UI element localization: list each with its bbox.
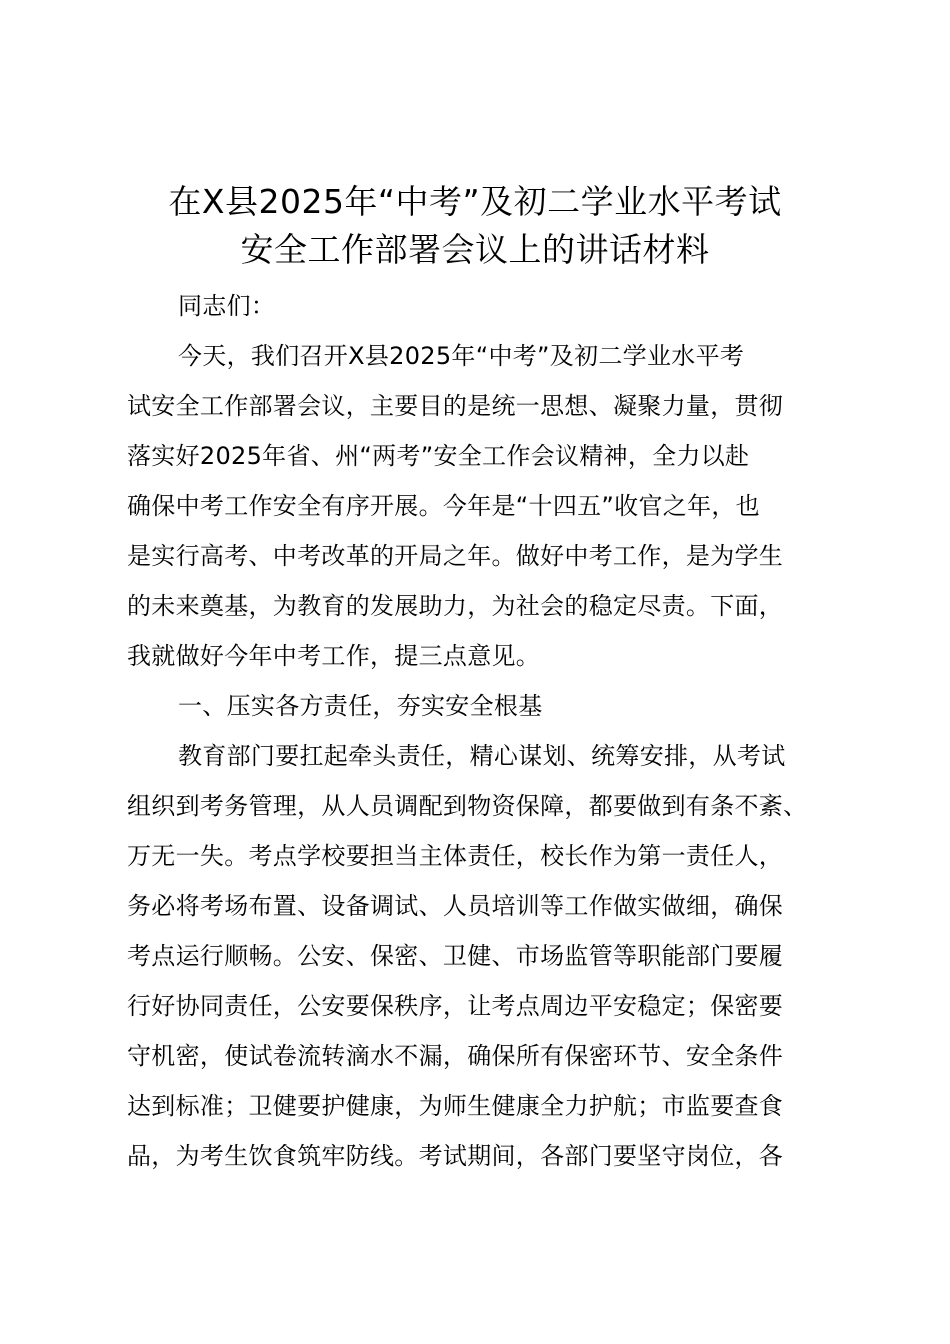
document-body xyxy=(127,281,837,1181)
paragraph-1-line-2: 试安全工作部署会议，主要目的是统一思想、凝聚力量，贯彻 xyxy=(127,392,784,420)
salutation: 同志们： xyxy=(178,292,276,320)
paragraph-1-line-7: 我就做好今年中考工作，提三点意见。 xyxy=(127,642,541,670)
paragraph-2-line-6: 行好协同责任，公安要保秩序，让考点周边平安稳定；保密要 xyxy=(127,992,784,1020)
paragraph-1-line-3: 落实好2025年省、州“两考”安全工作会议精神，全力以赴 xyxy=(127,442,750,470)
paragraph-1-line-5: 是实行高考、中考改革的开局之年。做好中考工作，是为学生 xyxy=(127,542,784,570)
paragraph-2 xyxy=(127,731,837,1181)
section-heading-1: 一、压实各方责任，夯实安全根基 xyxy=(178,692,543,720)
paragraph-1-line-1: 今天，我们召开X县2025年“中考”及初二学业水平考 xyxy=(178,342,745,370)
document-title xyxy=(100,178,850,274)
paragraph-2-line-8: 达到标准；卫健要护健康，为师生健康全力护航；市监要查食 xyxy=(127,1092,784,1120)
paragraph-2-line-9: 品，为考生饮食筑牢防线。考试期间，各部门要坚守岗位，各 xyxy=(127,1142,784,1170)
paragraph-2-line-4: 务必将考场布置、设备调试、人员培训等工作做实做细，确保 xyxy=(127,892,784,920)
paragraph-2-line-3: 万无一失。考点学校要担当主体责任，校长作为第一责任人， xyxy=(127,842,784,870)
paragraph-2-line-5: 考点运行顺畅。公安、保密、卫健、市场监管等职能部门要履 xyxy=(127,942,784,970)
paragraph-1-line-6: 的未来奠基，为教育的发展助力，为社会的稳定尽责。下面， xyxy=(127,592,784,620)
title-line-2: 安全工作部署会议上的讲话材料 xyxy=(240,230,710,269)
title-line-1: 在X县2025年“中考”及初二学业水平考试 xyxy=(168,182,782,221)
paragraph-2-line-1: 教育部门要扛起牵头责任，精心谋划、统筹安排，从考试 xyxy=(178,742,786,770)
paragraph-1-line-4: 确保中考工作安全有序开展。今年是“十四五”收官之年，也 xyxy=(127,492,760,520)
paragraph-2-line-7: 守机密，使试卷流转滴水不漏，确保所有保密环节、安全条件 xyxy=(127,1042,784,1070)
paragraph-1 xyxy=(127,331,837,681)
paragraph-2-line-2: 组织到考务管理，从人员调配到物资保障，都要做到有条不紊、 xyxy=(127,792,808,820)
